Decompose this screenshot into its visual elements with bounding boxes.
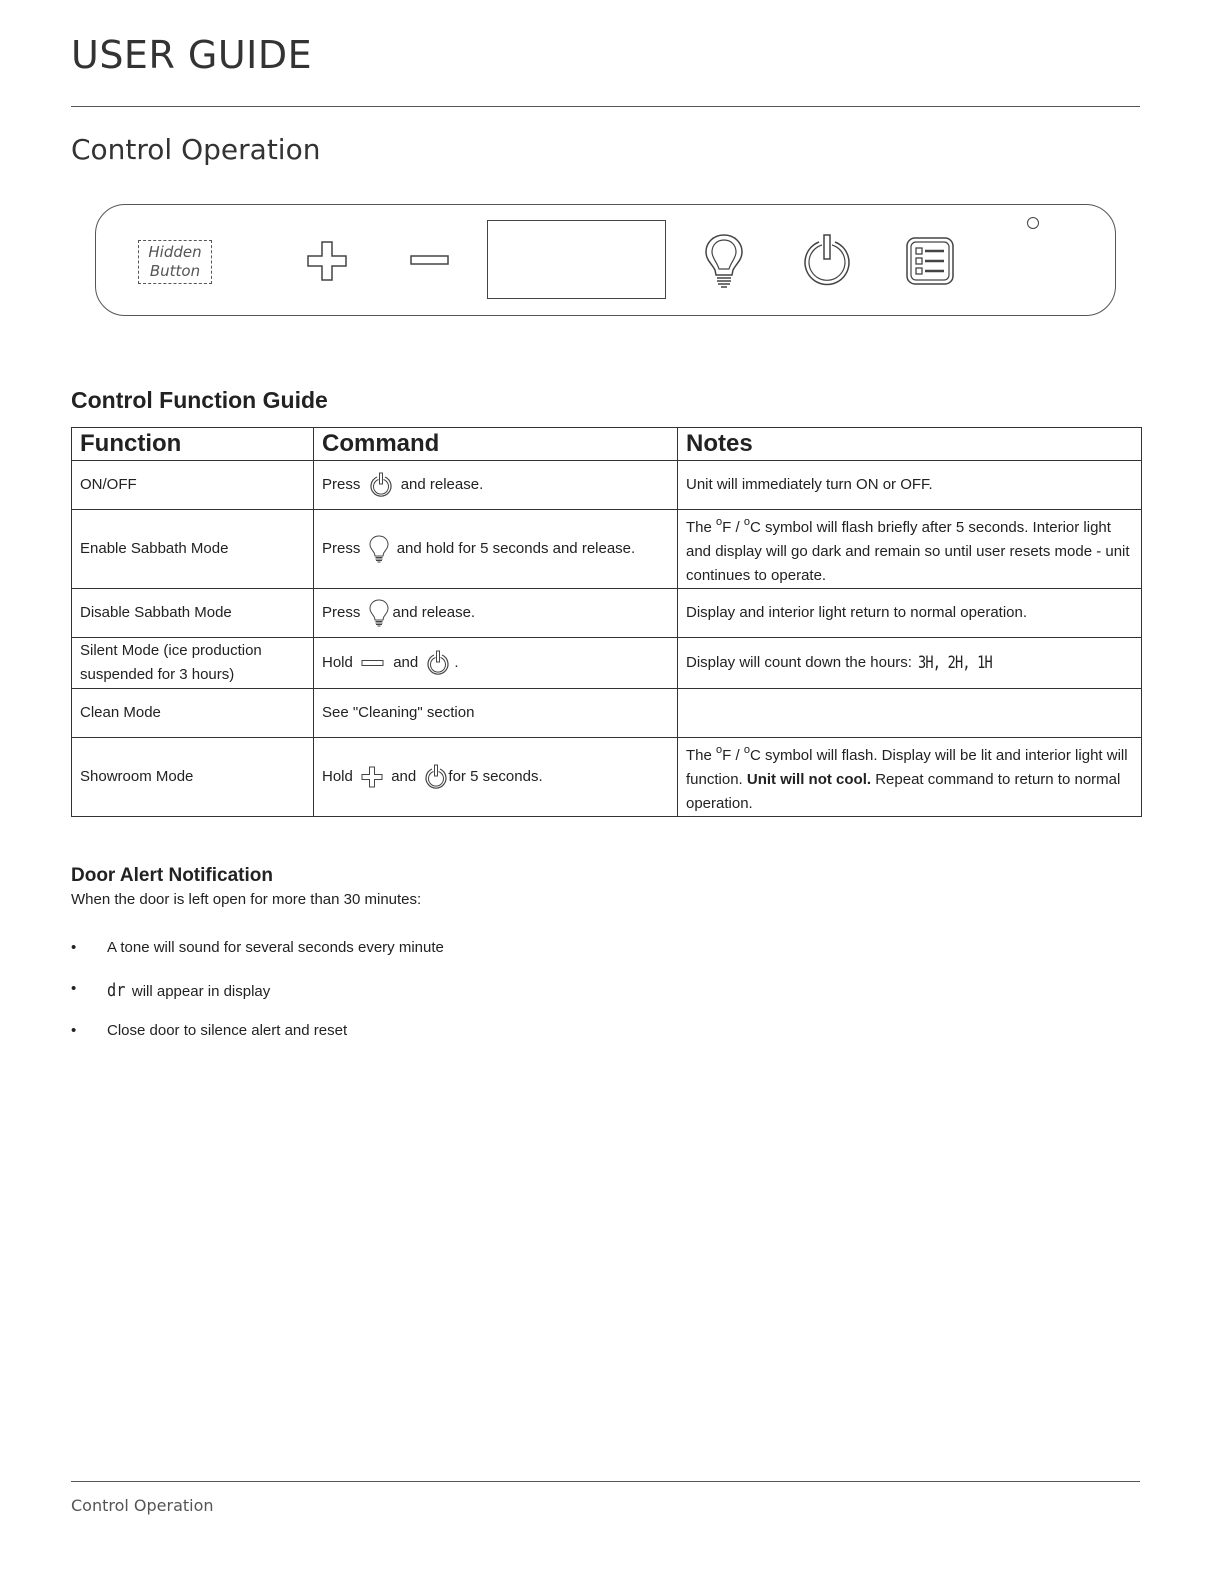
notes-cell: The $^o$F / $^o$C symbol will flash. Display will be lit and interior light will function. Unit will not cool. Repeat command to return to normal operation. xyxy=(678,738,1142,817)
command-cell: Press and hold for 5 seconds and release. xyxy=(314,510,678,589)
table-row xyxy=(72,589,1142,638)
light-bulb-icon xyxy=(704,233,744,289)
plus-icon xyxy=(307,241,347,281)
function-cell: Disable Sabbath Mode xyxy=(72,589,314,638)
minus-icon xyxy=(361,659,385,667)
section-title: Control Operation xyxy=(71,133,321,166)
command-cell: Hold and for 5 seconds. xyxy=(314,738,678,817)
menu-list-icon xyxy=(906,237,954,285)
notes-cell: Unit will immediately turn ON or OFF. xyxy=(678,461,1142,510)
table-row xyxy=(72,738,1142,817)
function-cell: ON/OFF xyxy=(72,461,314,510)
notes-cell: The $^o$F / $^o$C symbol will flash briefly after 5 seconds. Interior light and display will go dark and remain so until user resets mode - unit continues to operate. xyxy=(678,510,1142,589)
notes-cell: Display will count down the hours: 3H, 2H, 1H xyxy=(678,638,1142,689)
light-bulb-icon xyxy=(369,535,389,563)
door-alert-intro: When the door is left open for more than 30 minutes: xyxy=(71,891,422,908)
power-icon xyxy=(424,764,448,790)
plus-icon xyxy=(361,766,383,788)
control-panel-diagram xyxy=(95,204,1116,316)
door-alert-title: Door Alert Notification xyxy=(71,865,273,886)
table-header-row xyxy=(72,428,1142,461)
power-icon xyxy=(426,650,450,676)
page-header-title: USER GUIDE xyxy=(71,33,313,77)
light-bulb-icon xyxy=(369,599,389,627)
table-row xyxy=(72,689,1142,738)
power-icon xyxy=(369,472,393,498)
column-header: Function xyxy=(72,428,314,461)
countdown-display: 3H, 2H, 1H xyxy=(918,653,993,674)
table-row xyxy=(72,510,1142,589)
command-cell: Press and release. xyxy=(314,589,678,638)
notes-cell: Display and interior light return to normal operation. xyxy=(678,589,1142,638)
function-cell: Silent Mode (ice production suspended for 3 hours) xyxy=(72,638,314,689)
notes-cell xyxy=(678,689,1142,738)
table-row xyxy=(72,461,1142,510)
command-cell: Press and release. xyxy=(314,461,678,510)
guide-title: Control Function Guide xyxy=(71,387,328,413)
header-divider xyxy=(71,106,1140,107)
command-cell: Hold and . xyxy=(314,638,678,689)
minus-icon xyxy=(410,255,450,267)
display-window xyxy=(487,220,666,299)
function-cell: Clean Mode xyxy=(72,689,314,738)
hidden-button-label: Hidden Button xyxy=(138,240,212,284)
table-row xyxy=(72,638,1142,689)
column-header: Notes xyxy=(678,428,1142,461)
column-header: Command xyxy=(314,428,678,461)
indicator-light xyxy=(1027,217,1039,229)
footer-text: Control Operation xyxy=(71,1496,214,1515)
control-function-table xyxy=(71,427,1142,817)
door-display-code: dr xyxy=(107,980,126,1001)
function-cell: Enable Sabbath Mode xyxy=(72,510,314,589)
footer-divider xyxy=(71,1481,1140,1482)
command-cell: See "Cleaning" section xyxy=(314,689,678,738)
power-icon xyxy=(801,233,853,287)
function-cell: Showroom Mode xyxy=(72,738,314,817)
